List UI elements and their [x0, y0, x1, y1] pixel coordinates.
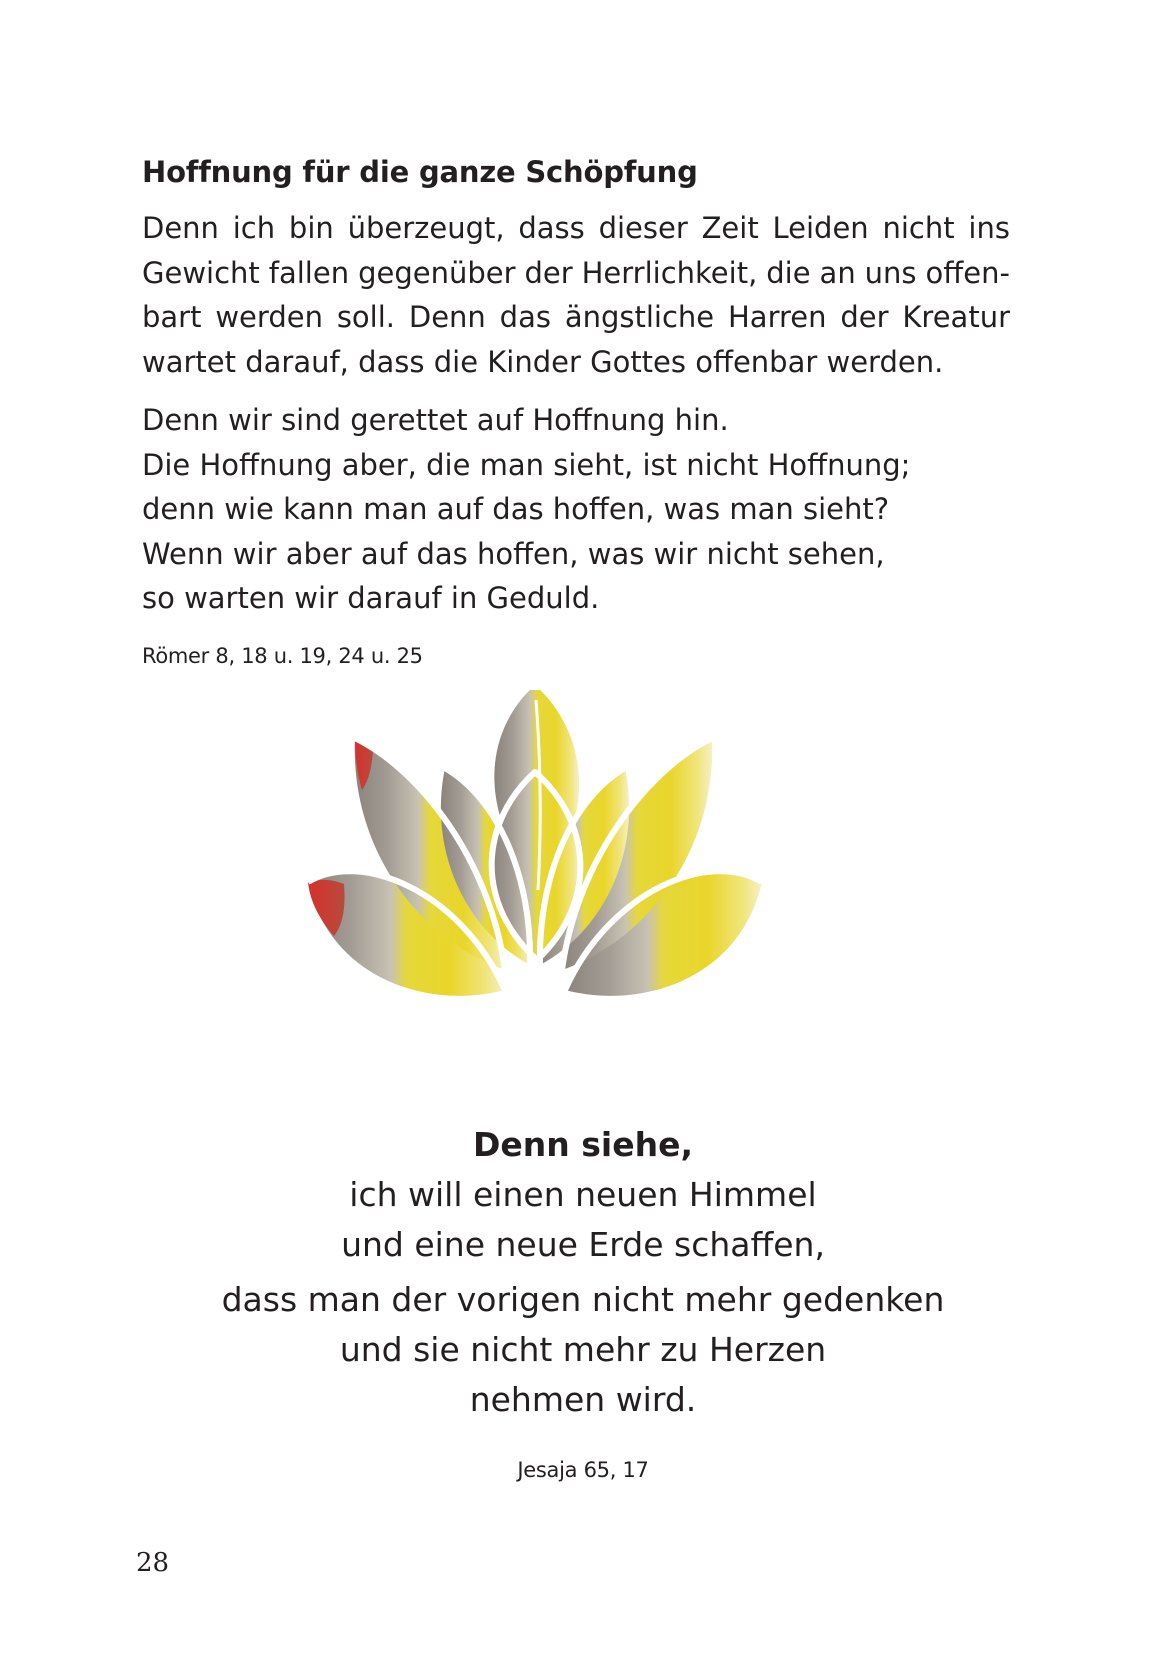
- word: Denn: [142, 211, 219, 245]
- word: werden: [215, 300, 323, 334]
- passage-line: [142, 340, 1010, 385]
- word: nicht: [882, 211, 955, 245]
- passage-line: so warten wir darauf in Geduld.: [142, 581, 600, 615]
- word: wartet darauf, dass die Kinder Gottes offenbar werden.: [142, 344, 944, 379]
- word: der: [524, 255, 573, 290]
- word: Leiden: [772, 211, 869, 245]
- word: soll.: [336, 300, 395, 334]
- word: ich: [232, 211, 276, 245]
- word: Gewicht: [142, 255, 260, 290]
- bible-passage-paragraph-1: [142, 206, 1010, 384]
- isaiah-quote: [0, 1120, 1166, 1425]
- word: der: [840, 300, 889, 334]
- word: die: [766, 255, 811, 290]
- word: fallen: [268, 255, 350, 290]
- lotus-petals: [308, 690, 762, 996]
- page-number: 28: [136, 1548, 170, 1578]
- word: ängstliche: [564, 300, 715, 334]
- passage-line: denn wie kann man auf das hoffen, was man sieht?: [142, 492, 890, 526]
- page-heading: Hoffnung für die ganze Schöpfung: [142, 155, 698, 189]
- word: Herrlichkeit,: [581, 255, 758, 290]
- word: dass: [518, 211, 585, 245]
- quote-line: und sie nicht mehr zu Herzen: [339, 1330, 827, 1369]
- word: bin: [288, 211, 334, 245]
- word: gegenüber: [358, 255, 516, 290]
- passage-line: Die Hoffnung aber, die man sieht, ist nicht Hoffnung;: [142, 447, 911, 482]
- word: überzeugt,: [347, 211, 505, 245]
- word: dieser: [598, 211, 688, 245]
- word: ins: [968, 211, 1010, 245]
- quote-line: dass man der vorigen nicht mehr gedenken: [221, 1280, 945, 1319]
- word: Kreatur: [902, 300, 1010, 334]
- word: bart: [142, 300, 202, 334]
- word: uns: [864, 255, 917, 290]
- scripture-reference-isaiah: Jesaja 65, 17: [517, 1458, 649, 1482]
- quote-line: und eine neue Erde schaffen,: [341, 1225, 825, 1264]
- passage-line: [142, 206, 1010, 251]
- quote-line: ich will einen neuen Himmel: [349, 1175, 817, 1214]
- word: Denn: [408, 300, 486, 334]
- quote-line: Denn siehe,: [473, 1125, 693, 1164]
- passage-line: Wenn wir aber auf das hoffen, was wir nicht sehen,: [142, 536, 885, 571]
- passage-line: Denn wir sind gerettet auf Hoffnung hin.: [142, 403, 729, 437]
- lotus-flower-icon: [300, 690, 820, 1065]
- word: das: [499, 300, 551, 334]
- word: offen-: [925, 255, 1010, 290]
- red-accent-left-bottom: [308, 880, 345, 936]
- word: Zeit: [701, 211, 759, 245]
- word: Harren: [728, 300, 827, 334]
- scripture-reference-romans: Römer 8, 18 u. 19, 24 u. 25: [142, 644, 423, 668]
- bible-passage-paragraph-2: [142, 398, 1010, 621]
- passage-line: [142, 295, 1010, 340]
- word: an: [819, 255, 856, 290]
- quote-line: nehmen wird.: [469, 1380, 697, 1419]
- passage-line: [142, 251, 1010, 296]
